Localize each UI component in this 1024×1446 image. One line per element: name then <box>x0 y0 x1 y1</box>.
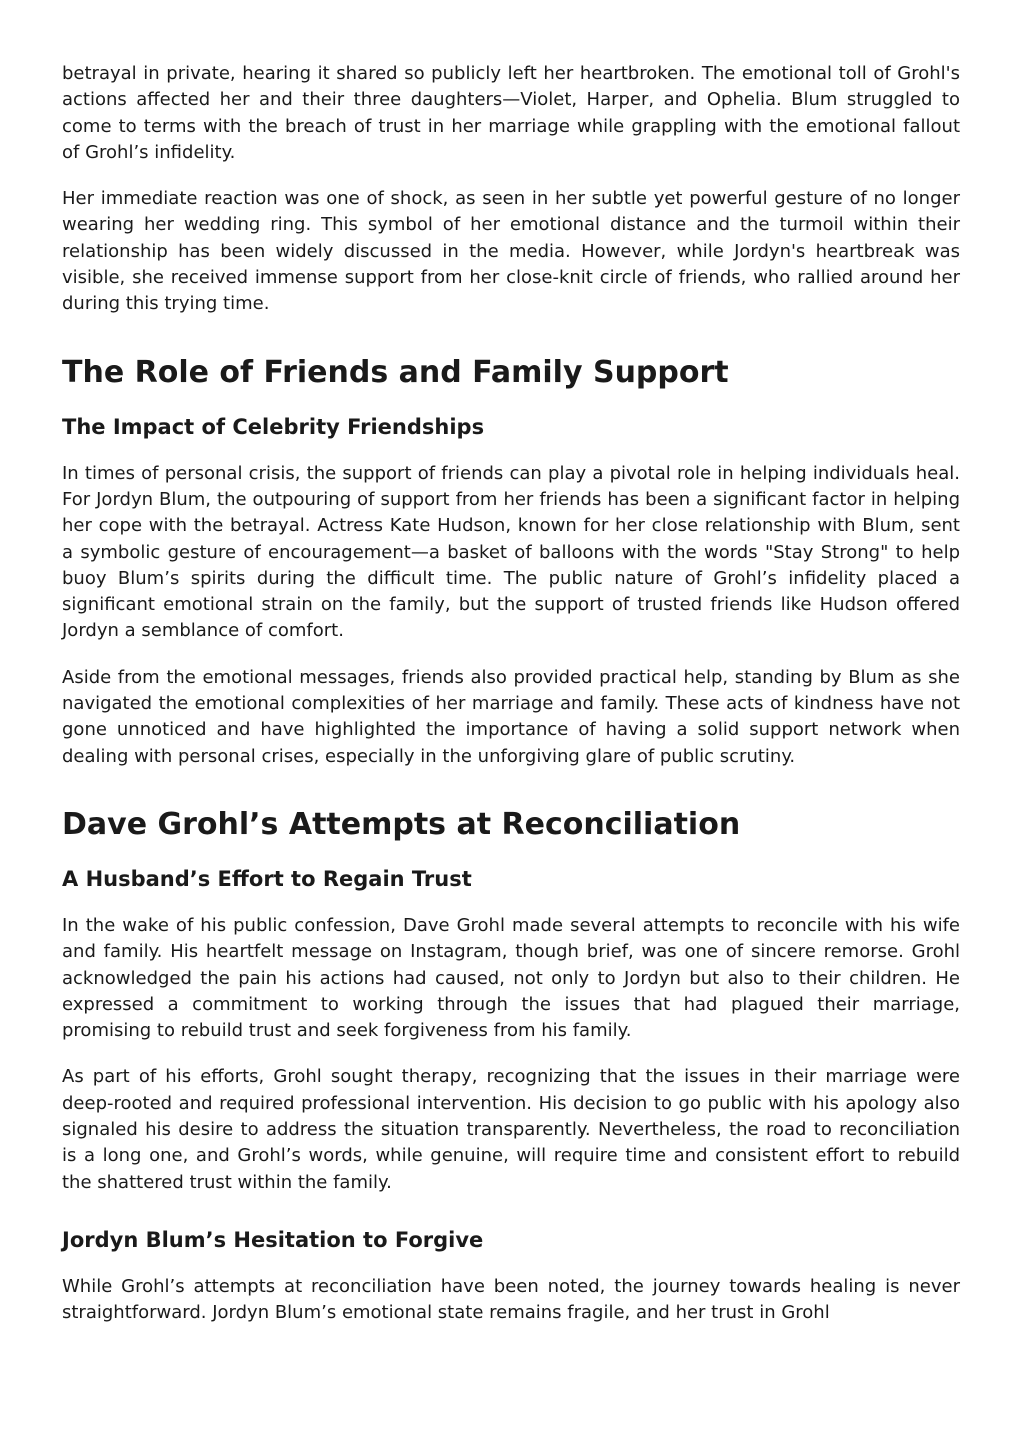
document-page <box>62 0 960 1327</box>
intro-paragraph-2: Her immediate reaction was one of shock, as seen in her subtle yet powerful gesture of no longer wearing her wedding ring. This symbol of her emotional distance and the turmoil within their relationship has been widely discussed in the media. However, while Jordyn's heartbreak was visible, she received immense support from her close-knit circle of friends, who rallied around her during this trying time. <box>62 188 960 315</box>
friends-paragraph-1: In times of personal crisis, the support of friends can play a pivotal role in helping individuals heal. For Jordyn Blum, the outpouring of support from her friends has been a significant factor in helping her cope with the betrayal. Actress Kate Hudson, known for her close relationship with Blum, sent a symbolic gesture of encouragement—a basket of balloons with the words "Stay Strong" to help buoy Blum’s spirits during the difficult time. The public nature of Grohl’s infidelity placed a significant emotional strain on the family, but the support of trusted friends like Hudson offered Jordyn a semblance of comfort. <box>62 462 960 642</box>
subheading-regain-trust: A Husband’s Effort to Regain Trust <box>62 866 472 891</box>
intro-paragraph-1: betrayal in private, hearing it shared so publicly left her heartbroken. The emotional toll of Grohl's actions affected her and their three daughters—Violet, Harper, and Ophelia. Blum struggled to come to terms with the breach of trust in her marriage while grappling with the emotional fallout of Grohl’s infidelity. <box>62 63 960 163</box>
reconciliation-paragraph-1: In the wake of his public confession, Dave Grohl made several attempts to reconcile with his wife and family. His heartfelt message on Instagram, though brief, was one of sincere remorse. Grohl acknowledged the pain his actions had caused, not only to Jordyn but also to their children. He expressed a commitment to working through the issues that had plagued their marriage, promising to rebuild trust and seek forgiveness from his family. <box>62 914 960 1042</box>
subheading-celebrity-friendships: The Impact of Celebrity Friendships <box>62 414 485 439</box>
subheading-hesitation-to-forgive: Jordyn Blum’s Hesitation to Forgive <box>62 1227 484 1252</box>
friends-paragraph-2: Aside from the emotional messages, friends also provided practical help, standing by Blum as she navigated the emotional complexities of her marriage and family. These acts of kindness have not gone unnoticed and have highlighted the importance of having a solid support network when dealing with personal crises, especially in the unforgiving glare of public scrutiny. <box>62 666 960 767</box>
hesitation-paragraph-1: While Grohl’s attempts at reconciliation have been noted, the journey towards healing is never straightforward. Jordyn Blum’s emotional state remains fragile, and her trust in Grohl <box>62 1275 960 1324</box>
section-heading-reconciliation: Dave Grohl’s Attempts at Reconciliation <box>62 806 741 842</box>
reconciliation-paragraph-2: As part of his efforts, Grohl sought therapy, recognizing that the issues in their marriage were deep-rooted and required professional intervention. His decision to go public with his apology also signaled his desire to address the situation transparently. Nevertheless, the road to reconciliation is a long one, and Grohl’s words, while genuine, will require time and consistent effort to rebuild the shattered trust within the family. <box>62 1066 960 1193</box>
section-heading-friends: The Role of Friends and Family Support <box>62 354 729 390</box>
